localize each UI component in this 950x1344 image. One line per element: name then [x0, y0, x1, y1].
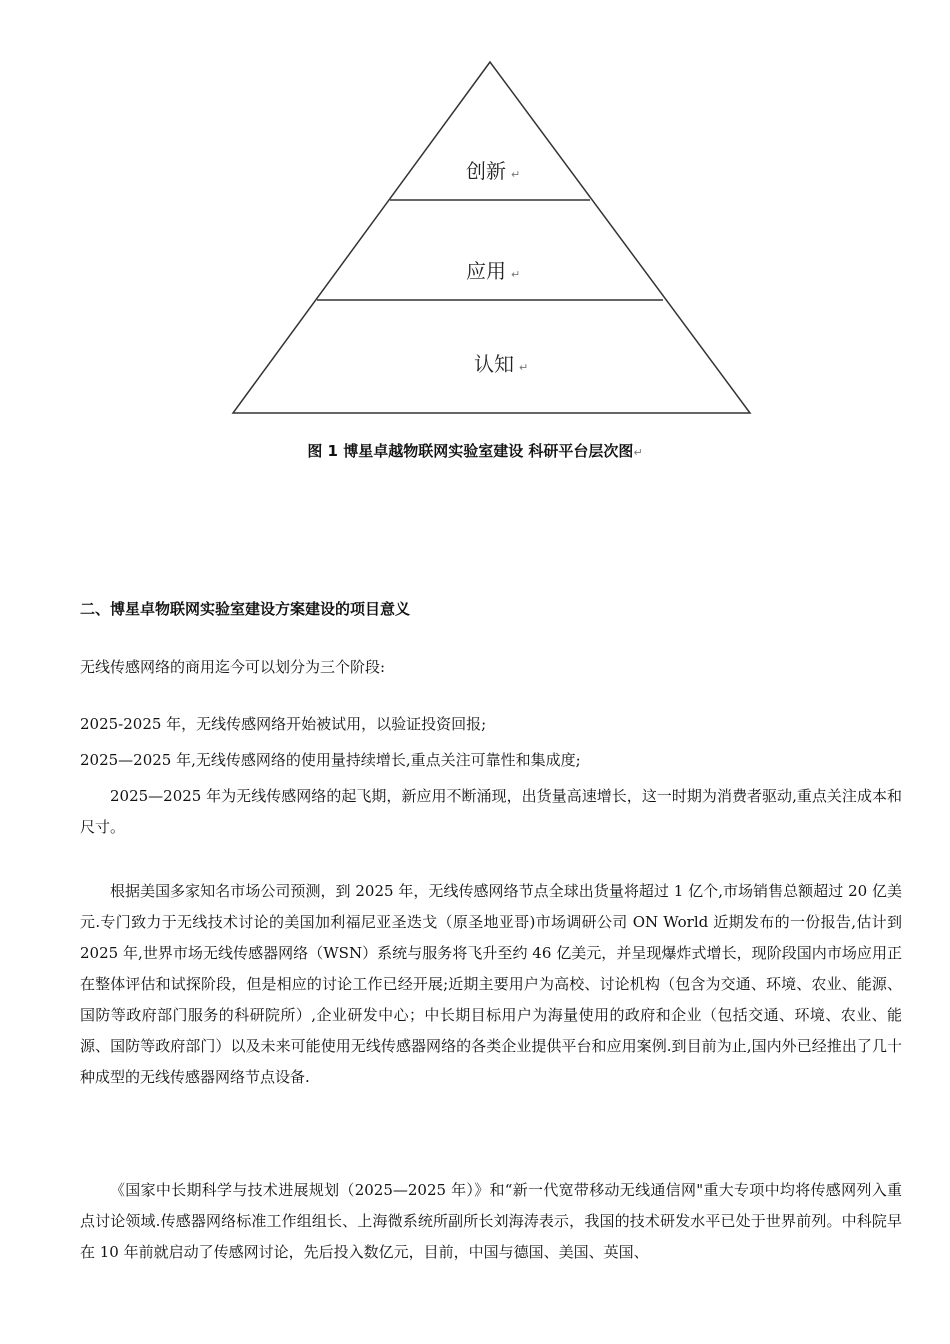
layer-label-cognition: 认知 [474, 352, 514, 376]
intro-line: 无线传感网络的商用迄今可以划分为三个阶段: [80, 658, 386, 676]
market-forecast-paragraph: 根据美国多家知名市场公司预测，到 2025 年，无线传感网络节点全球出货量将超过 1 亿个,市场销售总额超过 20 亿美元.专门致力于无线技术讨论的美国加利福尼亚圣迭戈（原圣地亚哥)市场调研公司 ON World 近期发布的一份报告,估计到 2025 年,世界市场无线传感器网络（WSN）系统与服务将飞升至约 46 亿美元，并呈现爆炸式增长，现阶段国内市场应用正在整体评估和试探阶段，但是相应的讨论工作已经开展;近期主要用户为高校、讨论机构（包含为交通、环境、农业、能源、国防等政府部门服务的科研院所）,企业研发中心；中长期目标用户为海量使用的政府和企业（包括交通、环境、农业、能源、国防等政府部门）以及未来可能使用无线传感器网络的各类企业提供平台和应用案例.到目前为止,国内外已经推出了几十种成型的无线传感器网络节点设备. [80, 882, 902, 1086]
figure-caption [0, 440, 950, 461]
pyramid-diagram [0, 0, 950, 470]
layer-label-application: 应用 [466, 259, 506, 283]
paragraph-mark: ↵ [633, 446, 643, 459]
stage-line-1: 2025-2025 年，无线传感网络开始被试用，以验证投资回报; [80, 715, 487, 733]
national-plan-paragraph: 《国家中长期科学与技术进展规划（2025—2025 年）》和“新一代宽带移动无线通信网"重大专项中均将传感网列入重点讨论领域.传感器网络标准工作组组长、上海微系统所副所长刘海涛表示，我国的技术研发水平已处于世界前列。中科院早在 10 年前就启动了传感网讨论，先后投入数亿元，目前，中国与德国、美国、英国、 [80, 1181, 902, 1261]
figure-caption-text: 图 1 博星卓越物联网实验室建设 科研平台层次图 [307, 442, 634, 460]
paragraph-mark: ↵ [511, 168, 521, 181]
stage-line-3: 2025—2025 年为无线传感网络的起飞期，新应用不断涌现，出货量高速增长，这一时期为消费者驱动,重点关注成本和尺寸。 [80, 787, 902, 836]
paragraph-mark: ↵ [511, 268, 521, 281]
section-heading: 二、博星卓物联网实验室建设方案建设的项目意义 [80, 600, 411, 618]
layer-label-innovation: 创新 [466, 159, 506, 183]
stage-line-2: 2025—2025 年,无线传感网络的使用量持续增长,重点关注可靠性和集成度; [80, 751, 581, 769]
paragraph-mark: ↵ [519, 361, 529, 374]
